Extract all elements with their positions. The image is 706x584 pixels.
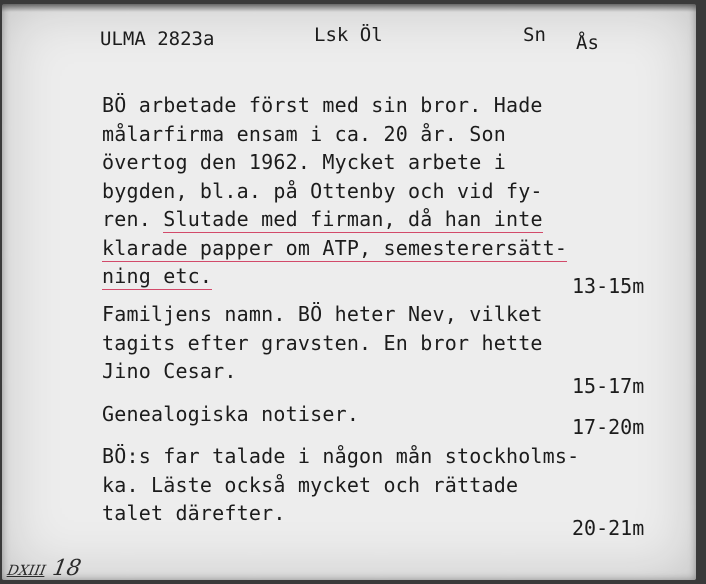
text-line: målarfirma ensam i ca. 20 år. Son xyxy=(102,121,506,146)
text-line: ka. Läste också mycket och rättade xyxy=(102,472,519,497)
text-line: Jino Cesar. xyxy=(102,359,237,383)
text-line: Familjens namn. BÖ heter Nev, vilket xyxy=(102,302,543,326)
archive-card xyxy=(2,4,696,580)
note-number: 18 xyxy=(50,556,84,581)
landskap-field: Lsk Öl xyxy=(314,24,383,46)
note-prefix: DXIII xyxy=(6,563,47,579)
text-line: BÖ arbetade först med sin bror. Hade xyxy=(102,93,543,117)
time-marker: 15-17m xyxy=(572,374,645,398)
paragraph-family-name xyxy=(102,300,543,386)
underlined-text: ning etc. xyxy=(102,264,213,288)
underlined-text: klarade papper om ATP, semesterersätt- xyxy=(102,235,568,260)
time-marker: 17-20m xyxy=(572,415,645,439)
text-line xyxy=(102,262,567,291)
handwritten-note xyxy=(6,556,83,581)
text-line: talet därefter. xyxy=(102,501,286,525)
time-marker: 20-21m xyxy=(572,516,645,540)
socken-value: Ås xyxy=(576,32,599,54)
underlined-text: Slutade med firman, då han inte xyxy=(163,207,543,231)
text-line xyxy=(102,205,567,234)
text-line: BÖ:s far talade i någon mån stockholms- xyxy=(102,444,580,468)
text-line: övertog den 1962. Mycket arbete i xyxy=(102,150,506,174)
time-marker: 13-15m xyxy=(572,274,645,298)
paragraph-father-speech xyxy=(102,442,579,528)
paragraph-genealogy xyxy=(102,400,359,429)
text-line xyxy=(102,234,567,263)
text-line: tagits efter gravsten. En bror hette xyxy=(102,330,543,355)
text-segment: ren. xyxy=(102,207,164,231)
archive-code: ULMA 2823a xyxy=(100,28,215,50)
paragraph-work xyxy=(102,91,567,291)
text-line: Genealogiska notiser. xyxy=(102,402,360,426)
text-line: bygden, bl.a. på Ottenby och vid fy- xyxy=(102,178,543,203)
socken-label: Sn xyxy=(523,24,546,46)
